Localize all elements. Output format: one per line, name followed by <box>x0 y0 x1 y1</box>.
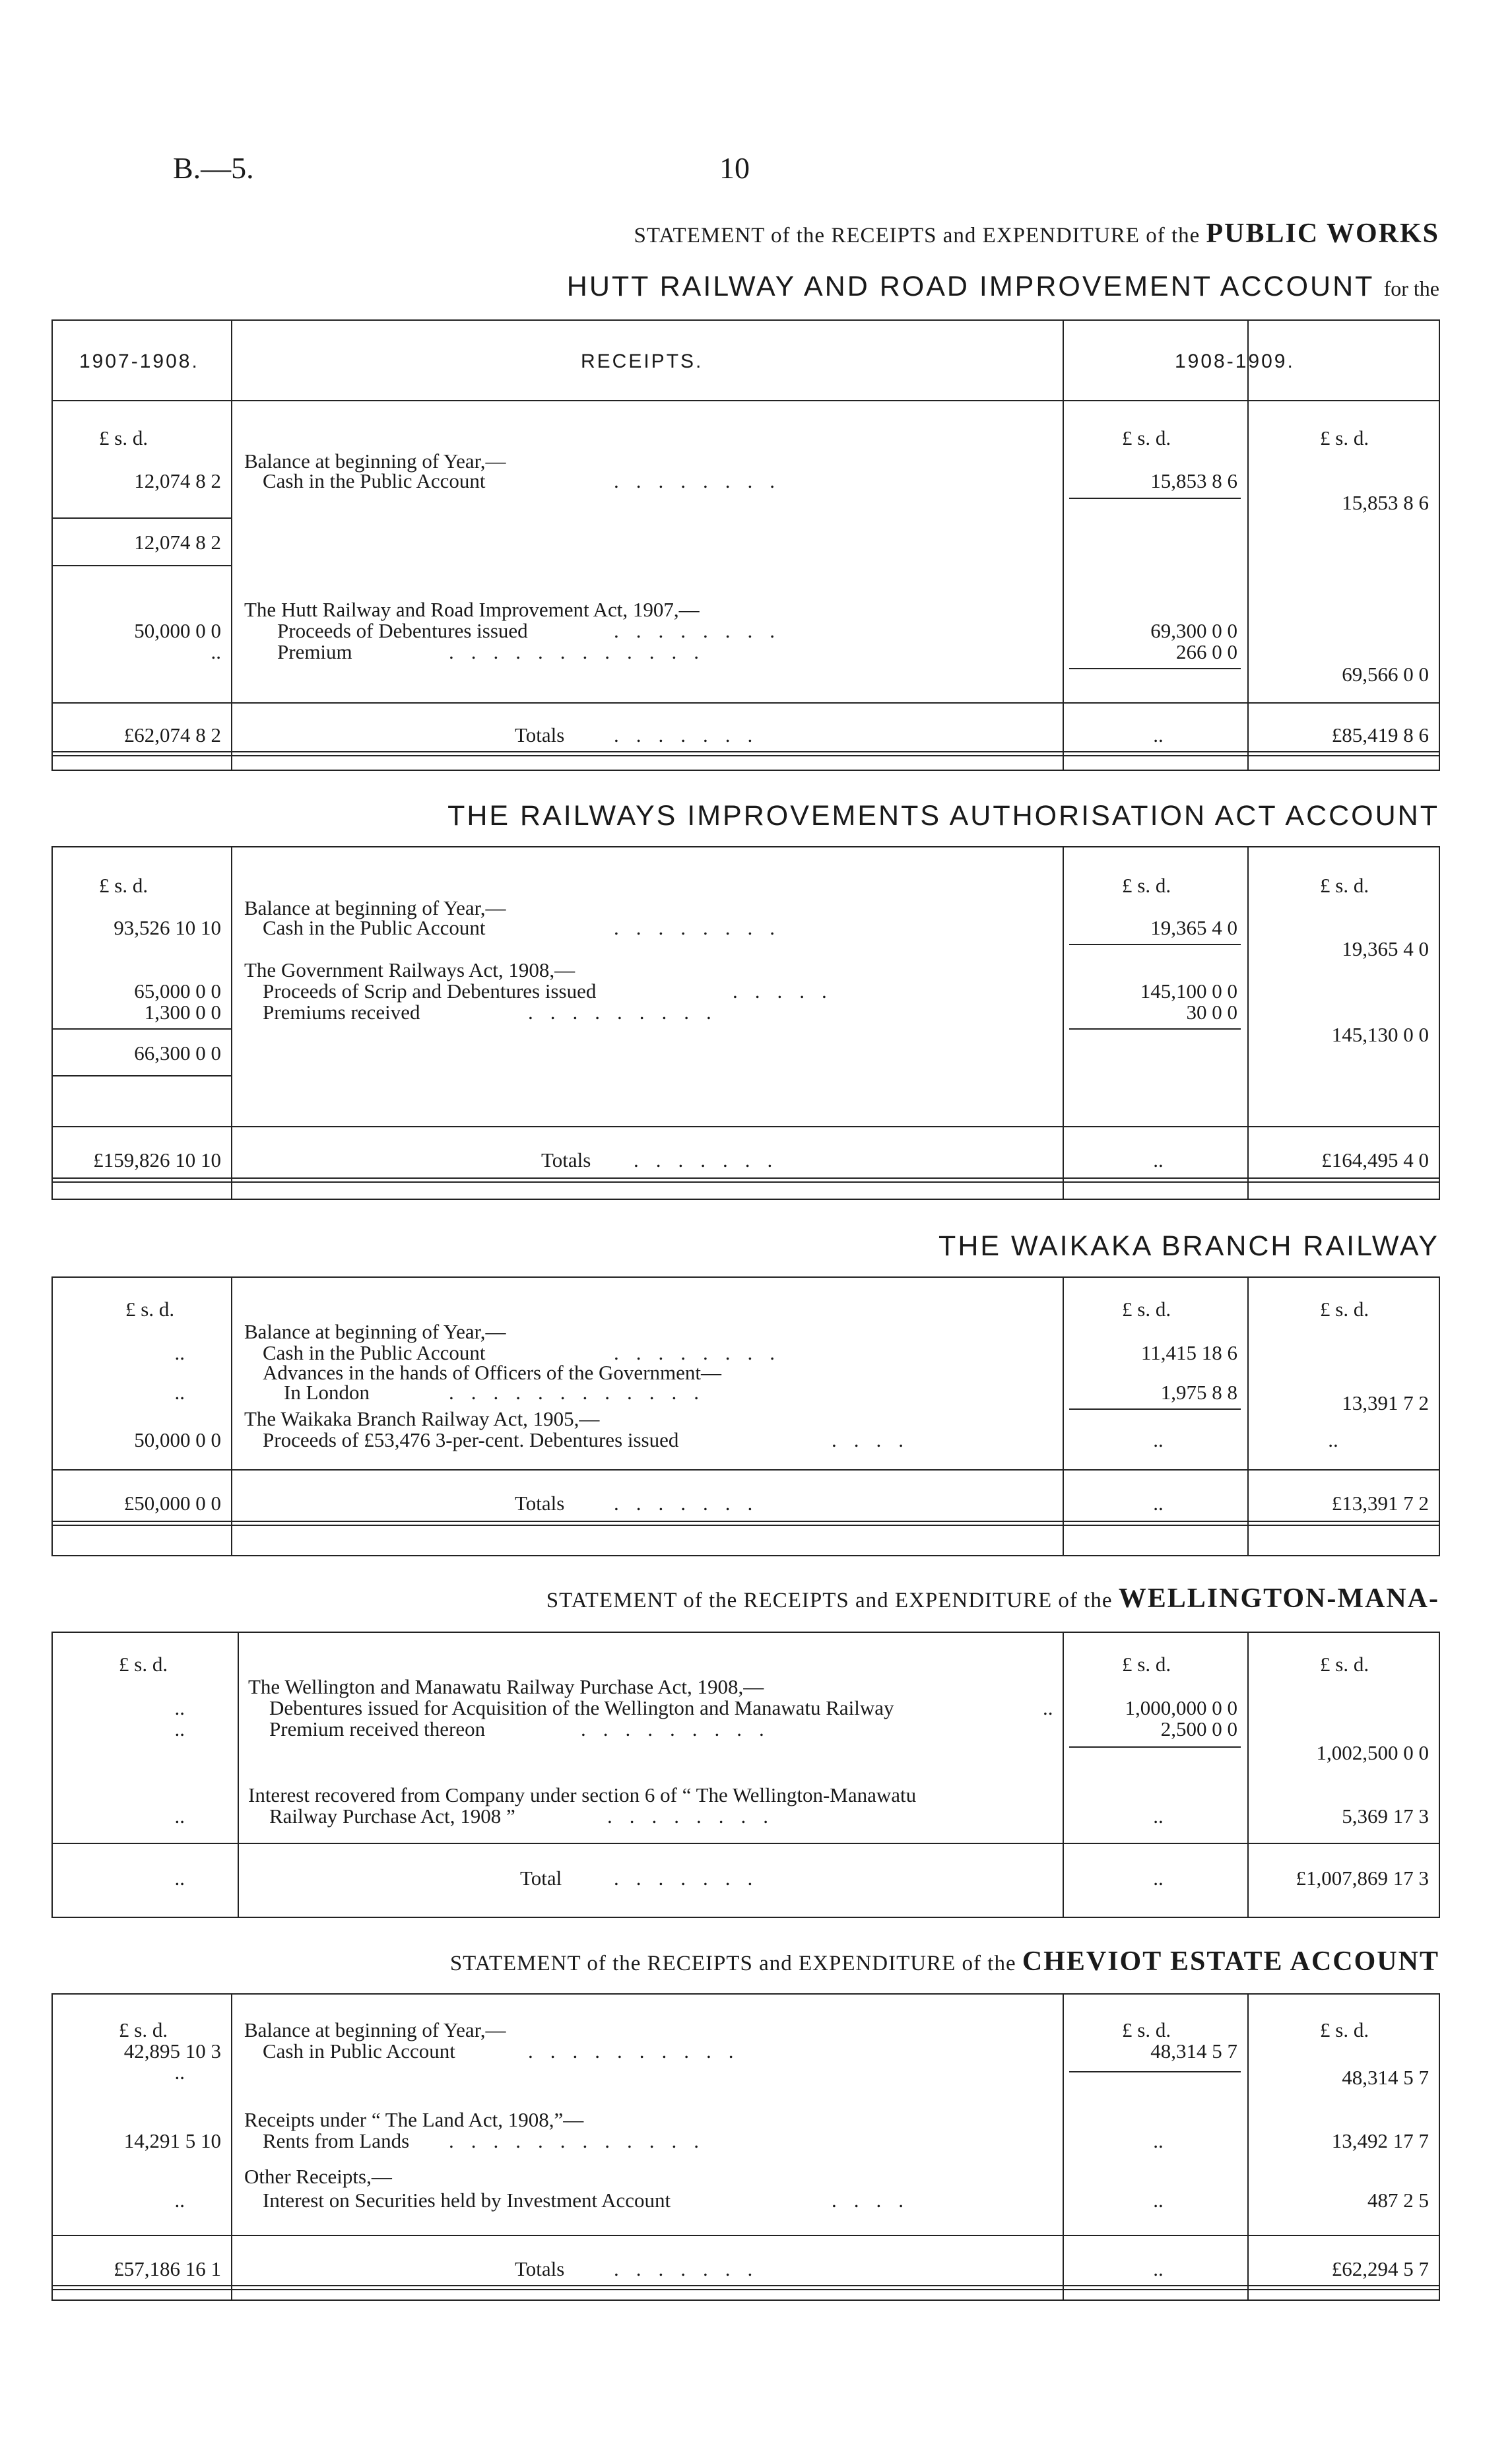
scrip-prev: 65,000 0 0 <box>134 979 221 1003</box>
interest-prev: .. <box>174 2189 185 2212</box>
col-1907: 1907-1908. <box>79 350 199 372</box>
cheviot-statement-heading: STATEMENT of the RECEIPTS and EXPENDITURE of the CHEVIOT ESTATE ACCOUNT <box>449 1946 1439 1977</box>
lsd-header: £ s. d. <box>1320 2018 1369 2041</box>
act-heading: The Waikaka Branch Railway Act, 1905,— <box>244 1407 600 1430</box>
prem-prev: 1,300 0 0 <box>144 1001 221 1024</box>
cash-cur: 15,853 8 6 <box>1150 469 1237 492</box>
totals-mid: .. <box>1153 1492 1164 1515</box>
totals-mid: .. <box>1153 2257 1164 2280</box>
cash-total: 15,853 8 6 <box>1342 491 1429 514</box>
cash-label: Cash in Public Account <box>263 2039 455 2063</box>
leader-dots: ....... <box>634 1148 790 1172</box>
totals-mid: .. <box>1153 723 1164 746</box>
lsd-header: £ s. d. <box>119 2018 168 2041</box>
prem-cur: 30 0 0 <box>1186 1001 1237 1024</box>
cash-prev: .. <box>174 1341 185 1364</box>
leader-dots: ..... <box>733 979 844 1003</box>
totals-prev: £50,000 0 0 <box>123 1492 221 1515</box>
leader-dots: ........ <box>614 619 792 642</box>
rents-prev: 14,291 5 10 <box>123 2129 221 2152</box>
deb-prev: .. <box>174 1696 185 1719</box>
other-heading: Other Receipts,— <box>244 2165 392 2188</box>
leader-dots: .......... <box>528 2039 751 2063</box>
total-prev: .. <box>174 1867 185 1890</box>
act-heading: The Hutt Railway and Road Improvement Act, 1907,— <box>244 598 700 621</box>
wellington-table <box>51 1632 1440 1918</box>
cash-label: Cash in the Public Account <box>263 469 486 492</box>
leader-dots: ........ <box>614 1341 792 1364</box>
interest-cur: .. <box>1153 2189 1164 2212</box>
lsd-header: £ s. d. <box>99 426 148 449</box>
cash-total: 19,365 4 0 <box>1342 937 1429 960</box>
hutt-account-title: HUTT RAILWAY AND ROAD IMPROVEMENT ACCOUNT for the <box>566 271 1439 302</box>
waikaka-table <box>51 1276 1440 1556</box>
lsd-header: £ s. d. <box>1122 426 1171 449</box>
leader-dots: ........ <box>614 916 792 939</box>
col-1908: 1908-1909. <box>1175 350 1295 372</box>
balance-heading: Balance at beginning of Year,— <box>244 2018 506 2041</box>
scrip-cur: 145,100 0 0 <box>1140 979 1237 1003</box>
interest-line2: Railway Purchase Act, 1908 ” <box>269 1804 515 1828</box>
lsd-header: £ s. d. <box>1320 874 1369 897</box>
total-cur: £1,007,869 17 3 <box>1296 1867 1429 1890</box>
london-label: In London <box>284 1381 370 1404</box>
prem-cur: 266 0 0 <box>1176 640 1237 663</box>
deb-prev: 50,000 0 0 <box>134 1428 221 1451</box>
totals-label: Totals <box>515 2257 565 2280</box>
rents-total: 13,492 17 7 <box>1331 2129 1429 2152</box>
premium-label: Premium <box>277 640 352 663</box>
totals-label: Totals <box>541 1148 591 1172</box>
london-prev: .. <box>174 1381 185 1404</box>
hutt-table <box>51 319 1440 771</box>
leader-dots: ....... <box>614 2257 770 2280</box>
lsd-header: £ s. d. <box>125 1298 175 1321</box>
balance-total: 13,391 7 2 <box>1342 1391 1429 1414</box>
leader-dots: ............ <box>449 2129 716 2152</box>
debentures-label: Debentures issued for Acquisition of the Wellington and Manawatu Railway <box>269 1696 894 1719</box>
cash-cur: 48,314 5 7 <box>1150 2039 1237 2063</box>
totals-cur: £85,419 8 6 <box>1331 723 1429 746</box>
totals-cur: £62,294 5 7 <box>1331 2257 1429 2280</box>
lsd-header: £ s. d. <box>1320 426 1369 449</box>
lsd-header: £ s. d. <box>1122 2018 1171 2041</box>
total-label: Total <box>520 1867 562 1890</box>
leader-dots: ........ <box>607 1804 785 1828</box>
lsd-header: £ s. d. <box>99 874 148 897</box>
leader-dots: ........ <box>614 469 792 492</box>
london-cur: 1,975 8 8 <box>1160 1381 1237 1404</box>
act-heading: The Government Railways Act, 1908,— <box>244 958 575 981</box>
totals-label: Totals <box>515 723 565 746</box>
leader-dots: ............ <box>449 1381 716 1404</box>
leader-dots: ....... <box>614 1492 770 1515</box>
totals-mid: .. <box>1153 1148 1164 1172</box>
balance-heading: Balance at beginning of Year,— <box>244 896 506 919</box>
cash-prev: 42,895 10 3 <box>123 2039 221 2063</box>
deb-cur: 1,000,000 0 0 <box>1125 1696 1237 1719</box>
premiums-label: Premiums received <box>263 1001 420 1024</box>
page-number: 10 <box>719 151 750 185</box>
total-mid: .. <box>1153 1867 1164 1890</box>
rail-account-title: THE RAILWAYS IMPROVEMENTS AUTHORISATION ACT ACCOUNT <box>447 800 1439 832</box>
prem-cur: 2,500 0 0 <box>1160 1717 1237 1740</box>
interest-total: 5,369 17 3 <box>1342 1804 1429 1828</box>
leader-dots: .... <box>832 1428 921 1451</box>
balance-heading: Balance at beginning of Year,— <box>244 449 506 473</box>
lsd-header: £ s. d. <box>1122 1298 1171 1321</box>
totals-prev: £159,826 10 10 <box>93 1148 221 1172</box>
deb-cur: .. <box>1153 1428 1164 1451</box>
deb-total: .. <box>1328 1428 1338 1451</box>
balance-heading: Balance at beginning of Year,— <box>244 1320 506 1343</box>
waikaka-account-title: THE WAIKAKA BRANCH RAILWAY <box>938 1230 1439 1262</box>
leader-dots: ......... <box>581 1717 781 1740</box>
interest-label: Interest on Securities held by Investment Account <box>263 2189 671 2212</box>
interest-cur: .. <box>1153 1804 1164 1828</box>
debentures-label: Proceeds of £53,476 3-per-cent. Debentures issued <box>263 1428 679 1451</box>
leader-dots: ....... <box>614 1867 770 1890</box>
scrip-label: Proceeds of Scrip and Debentures issued <box>263 979 597 1003</box>
interest-heading: Interest recovered from Company under section 6 of “ The Wellington-Manawatu <box>248 1783 917 1806</box>
totals-cur: £13,391 7 2 <box>1331 1492 1429 1515</box>
rail-table <box>51 846 1440 1200</box>
sub-prev: 66,300 0 0 <box>134 1042 221 1065</box>
cash-prev: 12,074 8 2 <box>134 469 221 492</box>
cash-label: Cash in the Public Account <box>263 916 486 939</box>
leader-dots: .. <box>1043 1696 1053 1719</box>
interest-total: 487 2 5 <box>1367 2189 1429 2212</box>
cash-prev-2: .. <box>174 2061 185 2084</box>
totals-cur: £164,495 4 0 <box>1321 1148 1429 1172</box>
premium-label: Premium received thereon <box>269 1717 486 1740</box>
leader-dots: ......... <box>528 1001 729 1024</box>
land-heading: Receipts under “ The Land Act, 1908,”— <box>244 2108 584 2131</box>
cash-cur: 11,415 18 6 <box>1140 1341 1237 1364</box>
rents-cur: .. <box>1153 2129 1164 2152</box>
leader-dots: ....... <box>614 723 770 746</box>
lsd-header: £ s. d. <box>1122 1653 1171 1676</box>
lsd-header: £ s. d. <box>1320 1298 1369 1321</box>
deb-prev: 50,000 0 0 <box>134 619 221 642</box>
sub-prev: 12,074 8 2 <box>134 531 221 554</box>
totals-label: Totals <box>515 1492 565 1515</box>
deb-cur: 69,300 0 0 <box>1150 619 1237 642</box>
wellington-statement-heading: STATEMENT of the RECEIPTS and EXPENDITURE of the WELLINGTON-MANA- <box>546 1583 1439 1614</box>
advances-label: Advances in the hands of Officers of the Government— <box>263 1361 722 1384</box>
leader-dots: ............ <box>449 640 716 663</box>
act-heading: The Wellington and Manawatu Railway Purchase Act, 1908,— <box>248 1675 764 1698</box>
totals-prev: £57,186 16 1 <box>114 2257 221 2280</box>
interest-prev: .. <box>174 1804 185 1828</box>
debentures-label: Proceeds of Debentures issued <box>277 619 528 642</box>
act-total: 1,002,500 0 0 <box>1316 1741 1429 1764</box>
prem-prev: .. <box>174 1717 185 1740</box>
cheviot-table <box>51 1993 1440 2301</box>
hutt-statement-heading: STATEMENT of the RECEIPTS and EXPENDITURE of the PUBLIC WORKS <box>634 218 1439 249</box>
col-receipts: RECEIPTS. <box>581 350 704 372</box>
lsd-header: £ s. d. <box>119 1653 168 1676</box>
cash-total: 48,314 5 7 <box>1342 2066 1429 2089</box>
cash-label: Cash in the Public Account <box>263 1341 486 1364</box>
act-total: 145,130 0 0 <box>1331 1023 1429 1046</box>
cash-prev: 93,526 10 10 <box>114 916 221 939</box>
rents-label: Rents from Lands <box>263 2129 410 2152</box>
document-reference: B.—5. <box>173 151 254 185</box>
leader-dots: .... <box>832 2189 921 2212</box>
totals-prev: £62,074 8 2 <box>123 723 221 746</box>
prem-prev: .. <box>211 640 221 663</box>
lsd-header: £ s. d. <box>1122 874 1171 897</box>
cash-cur: 19,365 4 0 <box>1150 916 1237 939</box>
act-total: 69,566 0 0 <box>1342 663 1429 686</box>
lsd-header: £ s. d. <box>1320 1653 1369 1676</box>
